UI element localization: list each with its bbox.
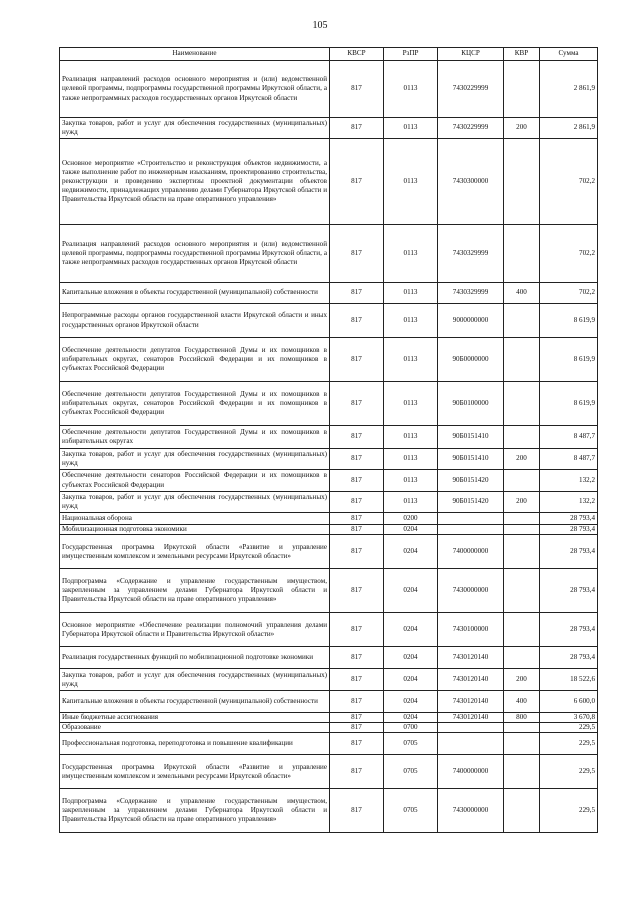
cell-sum: 28 793,4	[540, 513, 598, 525]
cell-sum: 2 861,9	[540, 61, 598, 118]
cell-kvsr: 817	[330, 723, 384, 733]
cell-kcsr: 7430120140	[438, 691, 504, 713]
cell-kvr: 400	[504, 691, 540, 713]
cell-rzpr: 0113	[384, 426, 438, 449]
cell-name: Мобилизационная подготовка экономики	[60, 525, 330, 535]
header-rzpr: РзПР	[384, 48, 438, 61]
table-row	[60, 525, 598, 535]
cell-kvsr: 817	[330, 470, 384, 492]
cell-kcsr: 90Б0151410	[438, 449, 504, 470]
cell-rzpr: 0200	[384, 513, 438, 525]
cell-kvr	[504, 569, 540, 613]
table-row	[60, 304, 598, 338]
cell-rzpr: 0204	[384, 525, 438, 535]
table-row	[60, 723, 598, 733]
cell-sum: 132,2	[540, 492, 598, 513]
table-row	[60, 492, 598, 513]
cell-rzpr: 0113	[384, 492, 438, 513]
cell-kcsr: 90Б0151410	[438, 426, 504, 449]
table-row	[60, 426, 598, 449]
cell-sum: 28 793,4	[540, 613, 598, 647]
cell-kvr	[504, 470, 540, 492]
cell-name: Обеспечение деятельности депутатов Государственной Думы и их помощников в избирательных округах, сенаторов Российской Федерации и их помощников в субъектах Российской Федерации	[60, 382, 330, 426]
table-row	[60, 382, 598, 426]
cell-kvsr: 817	[330, 525, 384, 535]
cell-rzpr: 0204	[384, 669, 438, 691]
table-row	[60, 470, 598, 492]
cell-rzpr: 0113	[384, 382, 438, 426]
cell-name: Реализация направлений расходов основного мероприятия и (или) ведомственной целевой программы, подпрограммы государственной программы Иркутской области, а также непрограммных расходов государственных органов Иркутской области	[60, 61, 330, 118]
cell-name: Закупка товаров, работ и услуг для обеспечения государственных (муниципальных) нужд	[60, 669, 330, 691]
cell-kcsr: 7430120140	[438, 713, 504, 723]
cell-kcsr: 7400000000	[438, 535, 504, 569]
cell-kcsr: 7430329999	[438, 283, 504, 304]
cell-kcsr: 90Б0000000	[438, 338, 504, 382]
table-row	[60, 338, 598, 382]
cell-sum: 702,2	[540, 283, 598, 304]
table-row	[60, 535, 598, 569]
cell-sum: 229,5	[540, 755, 598, 789]
table-row	[60, 225, 598, 283]
cell-sum: 702,2	[540, 225, 598, 283]
cell-sum: 132,2	[540, 470, 598, 492]
cell-name: Профессиональная подготовка, переподготовка и повышение квалификации	[60, 733, 330, 755]
cell-rzpr: 0705	[384, 733, 438, 755]
cell-kvsr: 817	[330, 426, 384, 449]
cell-rzpr: 0113	[384, 225, 438, 283]
cell-kcsr: 90Б0151420	[438, 470, 504, 492]
cell-rzpr: 0113	[384, 139, 438, 225]
cell-sum: 229,5	[540, 789, 598, 833]
cell-kcsr: 7430000000	[438, 789, 504, 833]
cell-sum: 8 487,7	[540, 426, 598, 449]
cell-name: Образование	[60, 723, 330, 733]
cell-kcsr: 7430229999	[438, 61, 504, 118]
cell-sum: 8 619,9	[540, 382, 598, 426]
cell-rzpr: 0113	[384, 338, 438, 382]
cell-name: Реализация государственных функций по мобилизационной подготовке экономики	[60, 647, 330, 669]
cell-kvr	[504, 733, 540, 755]
cell-sum: 8 619,9	[540, 338, 598, 382]
header-kvr: КВР	[504, 48, 540, 61]
cell-name: Капитальные вложения в объекты государственной (муниципальной) собственности	[60, 283, 330, 304]
cell-sum: 28 793,4	[540, 525, 598, 535]
cell-name: Непрограммные расходы органов государственной власти Иркутской области и иных государственных органов Иркутской области	[60, 304, 330, 338]
table-row	[60, 755, 598, 789]
cell-name: Подпрограмма «Содержание и управление государственным имуществом, закрепленным за управлением делами Губернатора Иркутской области и Правительства Иркутской области на праве оперативного управления»	[60, 789, 330, 833]
budget-table	[59, 47, 598, 833]
cell-kcsr: 7430229999	[438, 118, 504, 139]
cell-kvr	[504, 338, 540, 382]
cell-sum: 3 670,8	[540, 713, 598, 723]
cell-rzpr: 0705	[384, 755, 438, 789]
cell-kcsr	[438, 733, 504, 755]
cell-kvsr: 817	[330, 61, 384, 118]
cell-kcsr: 7430000000	[438, 569, 504, 613]
table-row	[60, 449, 598, 470]
cell-kvr	[504, 789, 540, 833]
cell-sum: 2 861,9	[540, 118, 598, 139]
cell-kvsr: 817	[330, 118, 384, 139]
cell-kcsr	[438, 525, 504, 535]
cell-kvr	[504, 647, 540, 669]
cell-rzpr: 0204	[384, 691, 438, 713]
cell-rzpr: 0113	[384, 470, 438, 492]
table-row	[60, 61, 598, 118]
table-row	[60, 513, 598, 525]
table-row	[60, 691, 598, 713]
cell-kvsr: 817	[330, 283, 384, 304]
header-sum: Сумма	[540, 48, 598, 61]
cell-kvr: 200	[504, 449, 540, 470]
cell-name: Закупка товаров, работ и услуг для обеспечения государственных (муниципальных) нужд	[60, 118, 330, 139]
cell-name: Закупка товаров, работ и услуг для обеспечения государственных (муниципальных) нужд	[60, 492, 330, 513]
table-row	[60, 669, 598, 691]
cell-kvr	[504, 304, 540, 338]
cell-sum: 28 793,4	[540, 535, 598, 569]
cell-sum: 18 522,6	[540, 669, 598, 691]
table-row	[60, 613, 598, 647]
cell-name: Основное мероприятие «Обеспечение реализации полномочий управления делами Губернатора Иркутской области и Правительства Иркутской области»	[60, 613, 330, 647]
cell-kvsr: 817	[330, 755, 384, 789]
cell-kvr	[504, 382, 540, 426]
cell-kvsr: 817	[330, 647, 384, 669]
cell-kcsr: 7430300000	[438, 139, 504, 225]
cell-sum: 229,5	[540, 723, 598, 733]
cell-rzpr: 0700	[384, 723, 438, 733]
cell-kcsr: 7430329999	[438, 225, 504, 283]
cell-kcsr: 90Б0100000	[438, 382, 504, 426]
cell-kcsr: 7400000000	[438, 755, 504, 789]
cell-kvr	[504, 723, 540, 733]
table-row	[60, 118, 598, 139]
page-number: 105	[312, 20, 328, 31]
cell-name: Реализация направлений расходов основного мероприятия и (или) ведомственной целевой программы, подпрограммы государственной программы Иркутской области, а также непрограммных расходов государственных органов Иркутской области	[60, 225, 330, 283]
table-row	[60, 569, 598, 613]
cell-rzpr: 0204	[384, 647, 438, 669]
table-row	[60, 139, 598, 225]
table-row	[60, 647, 598, 669]
cell-kvr: 400	[504, 283, 540, 304]
cell-kcsr: 7430120140	[438, 647, 504, 669]
cell-kvsr: 817	[330, 225, 384, 283]
cell-name: Национальная оборона	[60, 513, 330, 525]
cell-name: Основное мероприятие «Строительство и реконструкция объектов недвижимости, а также выполнение работ по инженерным изысканиям, проектированию строительства, реконструкции и проведению экспертизы проектной документации объектов недвижимости, принадлежащих управлению делами Губернатора Иркутской области и Правительства Иркутской области на праве оперативного управления»	[60, 139, 330, 225]
table-row	[60, 283, 598, 304]
cell-kvsr: 817	[330, 535, 384, 569]
cell-rzpr: 0204	[384, 569, 438, 613]
cell-sum: 6 600,0	[540, 691, 598, 713]
cell-kvr	[504, 525, 540, 535]
cell-kvr	[504, 225, 540, 283]
cell-rzpr: 0705	[384, 789, 438, 833]
cell-kvsr: 817	[330, 613, 384, 647]
cell-kvsr: 817	[330, 492, 384, 513]
table-row	[60, 789, 598, 833]
cell-name: Обеспечение деятельности депутатов Государственной Думы и их помощников в избирательных округах	[60, 426, 330, 449]
table-row	[60, 733, 598, 755]
cell-sum: 229,5	[540, 733, 598, 755]
cell-kvr	[504, 755, 540, 789]
table-header-row	[60, 48, 598, 61]
cell-name: Государственная программа Иркутской области «Развитие и управление имущественным комплексом и земельными ресурсами Иркутской области»	[60, 755, 330, 789]
cell-kvsr: 817	[330, 569, 384, 613]
cell-kcsr: 7430120140	[438, 669, 504, 691]
cell-kvr	[504, 426, 540, 449]
cell-kvr	[504, 139, 540, 225]
cell-kvr	[504, 61, 540, 118]
cell-kvr	[504, 513, 540, 525]
cell-rzpr: 0113	[384, 304, 438, 338]
cell-kvr: 200	[504, 492, 540, 513]
cell-name: Иные бюджетные ассигнования	[60, 713, 330, 723]
cell-kvsr: 817	[330, 139, 384, 225]
header-kcsr: КЦСР	[438, 48, 504, 61]
cell-rzpr: 0113	[384, 61, 438, 118]
cell-name: Капитальные вложения в объекты государственной (муниципальной) собственности	[60, 691, 330, 713]
cell-kvsr: 817	[330, 789, 384, 833]
cell-kcsr: 90Б0151420	[438, 492, 504, 513]
cell-kcsr	[438, 723, 504, 733]
cell-rzpr: 0113	[384, 449, 438, 470]
cell-name: Государственная программа Иркутской области «Развитие и управление имущественным комплексом и земельными ресурсами Иркутской области»	[60, 535, 330, 569]
cell-rzpr: 0204	[384, 613, 438, 647]
cell-kvsr: 817	[330, 513, 384, 525]
cell-kcsr	[438, 513, 504, 525]
cell-rzpr: 0204	[384, 713, 438, 723]
cell-kvsr: 817	[330, 449, 384, 470]
cell-sum: 8 619,9	[540, 304, 598, 338]
cell-kvsr: 817	[330, 713, 384, 723]
cell-kvsr: 817	[330, 382, 384, 426]
cell-name: Закупка товаров, работ и услуг для обеспечения государственных (муниципальных) нужд	[60, 449, 330, 470]
cell-sum: 28 793,4	[540, 569, 598, 613]
table-row	[60, 713, 598, 723]
cell-kvr: 200	[504, 669, 540, 691]
cell-kvsr: 817	[330, 338, 384, 382]
cell-name: Обеспечение деятельности депутатов Государственной Думы и их помощников в избирательных округах, сенаторов Российской Федерации и их помощников в субъектах Российской Федерации	[60, 338, 330, 382]
cell-kvsr: 817	[330, 691, 384, 713]
cell-rzpr: 0113	[384, 118, 438, 139]
cell-sum: 28 793,4	[540, 647, 598, 669]
cell-rzpr: 0113	[384, 283, 438, 304]
cell-kvr	[504, 535, 540, 569]
cell-sum: 8 487,7	[540, 449, 598, 470]
cell-kvsr: 817	[330, 733, 384, 755]
cell-kcsr: 9000000000	[438, 304, 504, 338]
cell-kvr	[504, 613, 540, 647]
cell-sum: 702,2	[540, 139, 598, 225]
cell-kvsr: 817	[330, 669, 384, 691]
cell-rzpr: 0204	[384, 535, 438, 569]
cell-kcsr: 7430100000	[438, 613, 504, 647]
cell-kvr: 800	[504, 713, 540, 723]
cell-kvsr: 817	[330, 304, 384, 338]
cell-name: Обеспечение деятельности сенаторов Российской Федерации и их помощников в субъектах Российской Федерации	[60, 470, 330, 492]
cell-name: Подпрограмма «Содержание и управление государственным имуществом, закрепленным за управлением делами Губернатора Иркутской области и Правительства Иркутской области на праве оперативного управления»	[60, 569, 330, 613]
header-kvsr: КВСР	[330, 48, 384, 61]
cell-kvr: 200	[504, 118, 540, 139]
header-name: Наименование	[60, 48, 330, 61]
